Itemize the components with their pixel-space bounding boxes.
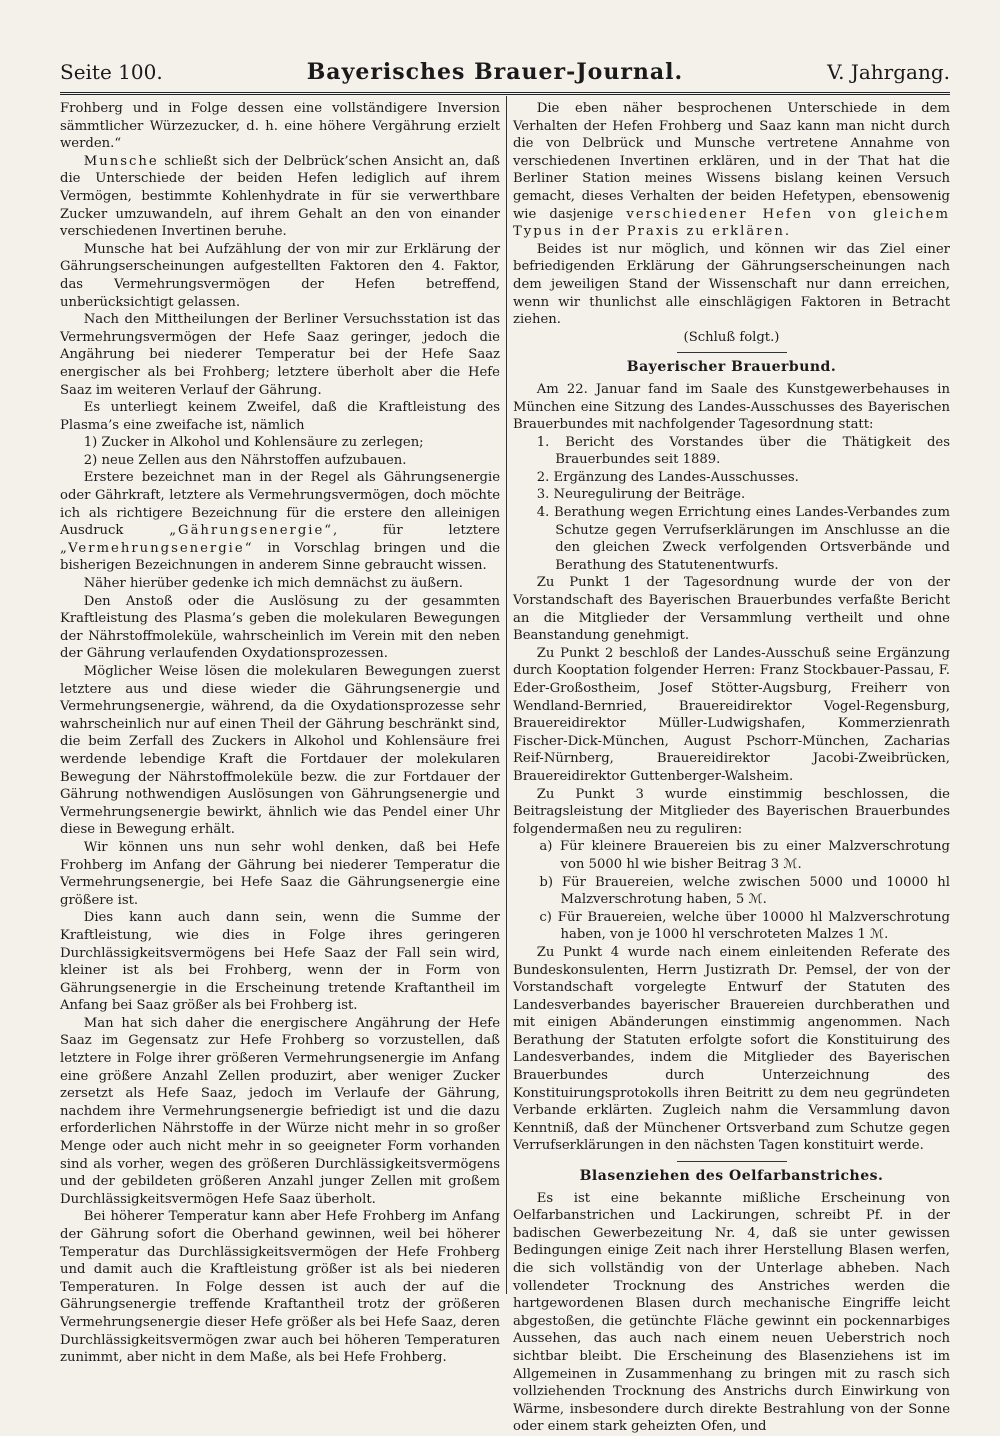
paragraph: [60, 469, 500, 575]
list-item: 2) neue Zellen aus den Nährstoffen aufzubauen.: [83, 452, 407, 468]
paragraph-text: Die eben näher besprochenen Unterschiede in dem Verhalten der Hefen Frohberg und Saaz kann man nicht durch die von Delbrück und Munsche vertretene Annahme von verschiedenen Invertinen erklären, und in der That hat die Berliner Station meines Wissens bislang keinen Versuch gemacht, dieses Verhalten der beiden Hefetypen, ebensowenig wie dasjenige: [513, 101, 950, 222]
paragraph-text: , für letztere: [333, 523, 500, 539]
paragraph: Am 22. Januar fand im Saale des Kunstgewerbehauses in München eine Sitzung des Landes-Ausschusses des Bayerischen Brauerbundes mit nachfolgender Tagesordnung statt:: [513, 381, 950, 433]
paragraph-text: schließt sich der Delbrück’schen Ansicht an, daß die Unterschiede der beiden Hefen lediglich auf ihrem Vermögen, bestimmte Kohlenhydrate in für sie verwerthbare Zucker umzuwandeln, auf ihrem Gehalt an den von einander verschiedenen Invertinen beruhe.: [60, 153, 500, 240]
emphasis: verschiedener Hefen von gleichem Typus in der Praxis zu erklären.: [513, 206, 950, 240]
section-heading: Bayerischer Brauerbund.: [626, 359, 837, 376]
paragraph: Den Anstoß oder die Auslösung zu der gesammten Kraftleistung des Plasma’s geben die molekularen Bewegungen der Nährstoffmoleküle, wahrscheinlich im Verein mit den neben der Gährung verlaufenden Oxydationsprozessen.: [60, 593, 500, 662]
paragraph: Dies kann auch dann sein, wenn die Summe der Kraftleistung, wie dies in Folge ihres geringeren Durchlässigkeitsvermögens bei Hefe Saaz der Fall sein wird, kleiner ist als bei Frohberg, wenn der in Form von Gährungsenergie in die Erscheinung tretende Kraftantheil im Anfang bei Saaz größer als bei Frohberg ist.: [60, 910, 500, 1014]
page-number: Seite 100.: [60, 60, 163, 84]
paragraph: Zu Punkt 3 wurde einstimmig beschlossen, die Beitragsleistung der Mitglieder des Bayerischen Brauerbundes folgendermaßen neu zu reguliren:: [513, 786, 950, 837]
paragraph: Zu Punkt 4 wurde nach einem einleitenden Referate des Bundeskonsulenten, Herrn Justizrath Dr. Pemsel, der von der Vorstandschaft vorgelegte Entwurf der Statuten des Landesverbandes bayerischer Brauereien durchberathen und mit einigen Abänderungen einstimmig angenommen. Nach Berathung der Statuten erfolgte sofort die Konstituirung des Landesverbandes, indem die Mitglieder des Bayerischen Brauerbundes durch Unterzeichnung des Konstituirungsprotokolls ihren Beitritt zu dem neu gegründeten Verbande erklärten. Zugleich nahm die Versammlung davon Kenntniß, daß der Münchener Ortsverband zum Schutze gegen Verrufserklärungen in den nächsten Tagen konstituirt werde.: [513, 944, 950, 1154]
column-divider: [506, 96, 507, 1294]
paragraph: Es unterliegt keinem Zweifel, daß die Kraftleistung des Plasma’s eine zweifache ist, nämlich: [60, 400, 500, 433]
paragraph: Möglicher Weise lösen die molekularen Bewegungen zuerst letztere aus und diese wieder die Gährungsenergie und Vermehrungsenergie, während, da die Oxydationsprozesse sehr wahrscheinlich nur auf einen Theil der Gährung beschränkt sind, die beim Zerfall des Zuckers in Alkohol und Kohlensäure frei werdende lebendige Kraft die Fortdauer der molekularen Bewegung der Nährstoffmoleküle bezw. die zur Fortdauer der Gährung nothwendigen Auslösungen von Gährungsenergie und Vermehrungsenergie bewirkt, ähnlich wie das Pendel einer Uhr diese in Bewegung erhält.: [60, 664, 500, 838]
volume-label: V. Jahrgang.: [827, 60, 950, 84]
paragraph: Beides ist nur möglich, und können wir das Ziel einer befriedigenden Erklärung der Gährungserscheinungen nach dem jeweiligen Stand der Wissenschaft nur dann erreichen, wenn wir thunlichst alle einschlägigen Faktoren in Betracht ziehen.: [513, 241, 950, 328]
agenda-item: 4. Berathung wegen Errichtung eines Landes-Verbandes zum Schutze gegen Verrufserklärungen im Anschlusse an die den gleichen Zweck verfolgenden Ortsverbände und Berathung des Statutenentwurfs.: [536, 505, 950, 573]
header-rule: [60, 92, 950, 95]
list-item: 1) Zucker in Alkohol und Kohlensäure zu zerlegen;: [83, 435, 424, 451]
closing-note: (Schluß folgt.): [683, 329, 780, 345]
paragraph: Nach den Mittheilungen der Berliner Versuchsstation ist das Vermehrungsvermögen der Hefe Saaz geringer, jedoch die Angährung bei niederer Temperatur bei der Hefe Saaz energischer als bei Frohberg; letztere überholt aber die Hefe Saaz im weiteren Verlauf der Gährung.: [60, 312, 500, 398]
paragraph: Es ist eine bekannte mißliche Erscheinung von Oelfarbanstrichen und Lackirungen, schreibt Pf. in der badischen Gewerbezeitung Nr. 4, daß sie unter gewissen Bedingungen einige Zeit nach ihrer Herstellung Blasen werfen, die sich vollständig von der Unterlage abheben. Nach vollendeter Trocknung des Anstriches werden die hartgewordenen Blasen durch mechanische Eingriffe leicht abgestoßen, die getünchte Fläche gewinnt ein pockennarbiges Aussehen, das auch nach einem neuen Ueberstrich noch sichtbar bleibt. Die Erscheinung des Blasenziehens ist im Allgemeinen in Zusammenhang zu bringen mit zu rasch sich vollziehenden Trocknung des Anstrichs durch Einwirkung von Wärme, insbesondere durch direkte Bestrahlung von der Sonne oder einem stark geheizten Ofen, und: [513, 1190, 950, 1435]
author-name: Munsche: [83, 153, 159, 169]
paragraph: Näher hierüber gedenke ich mich demnächst zu äußern.: [83, 576, 463, 592]
section-heading: Blasenziehen des Oelfarbanstriches.: [579, 1168, 884, 1185]
section-divider: [677, 352, 787, 353]
term: „Vermehrungsenergie“: [60, 540, 254, 556]
fee-item: b) Für Brauereien, welche zwischen 5000 und 10000 hl Malzverschrotung haben, 5 ℳ.: [539, 874, 950, 908]
paragraph: Zu Punkt 1 der Tagesordnung wurde der von der Vorstandschaft des Bayerischen Brauerbundes verfaßte Bericht an die Mitglieder der Versammlung vertheilt und ohne Beanstandung genehmigt.: [513, 575, 950, 644]
agenda-item: 2. Ergänzung des Landes-Ausschusses.: [536, 469, 799, 485]
page-header: [60, 52, 950, 92]
paragraph: Frohberg und in Folge dessen eine vollständigere Inversion sämmtlicher Würzezucker, d. h. eine höhere Vergährung erzielt werden.“: [60, 101, 500, 152]
term: „Gährungsenergie“: [169, 523, 334, 539]
right-column: [513, 100, 950, 1435]
paragraph: Man hat sich daher die energischere Angährung der Hefe Saaz im Gegensatz zur Hefe Frohberg so vorzustellen, daß letztere in Folge ihrer größeren Vermehrungsenergie im Anfang eine größere Anzahl Zellen produzirt, aber weniger Zucker zersetzt als Hefe Saaz, jedoch im Verlaufe der Gährung, nachdem ihre Vermehrungsenergie befriedigt ist und die dazu erforderlichen Nährstoffe in der Würze nicht mehr in so großer Menge oder auch nicht mehr in so geeigneter Form vorhanden sind als vorher, wegen des größeren Durchlässigkeitsvermögens und der gebildeten größeren Anzahl junger Zellen mit großem Durchlässigkeitsvermögen Hefe Saaz überholt.: [60, 1015, 500, 1207]
section-divider: [677, 1161, 787, 1162]
paragraph: Bei höherer Temperatur kann aber Hefe Frohberg im Anfang der Gährung sofort die Oberhand gewinnen, weil bei höherer Temperatur das Durchlässigkeitsvermögen der Hefe Frohberg und damit auch die Kraftleistung größer ist als bei niederen Temperaturen. In Folge dessen ist auch der auf die Gährungsenergie treffende Kraftantheil trotz der größeren Vermehrungsenergie dieser Hefe größer als bei Hefe Saaz, deren Durchlässigkeitsvermögen zwar auch bei höheren Temperaturen zunimmt, aber nicht in dem Maße, als bei Hefe Frohberg.: [60, 1209, 500, 1366]
paragraph-text: Erstere bezeichnet man in der Regel als Gährungsenergie oder Gährkraft, letztere als Vermehrungsvermögen, doch möchte ich als richtigere Bezeichnung für die erstere den alleinigen Ausdruck: [60, 470, 500, 539]
fee-item: a) Für kleinere Brauereien bis zu einer Malzverschrotung von 5000 hl wie bisher Beitrag 3 ℳ.: [539, 839, 950, 872]
fee-item: c) Für Brauereien, welche über 10000 hl Malzverschrotung haben, von je 1000 hl verschroteten Malzes 1 ℳ.: [539, 909, 950, 943]
paragraph: Wir können uns nun sehr wohl denken, daß bei Hefe Frohberg im Anfang der Gährung bei niederer Temperatur die Vermehrungsenergie, bei Hefe Saaz die Gährungsenergie eine größere ist.: [60, 839, 500, 908]
agenda-item: 3. Neuregulirung der Beiträge.: [536, 487, 746, 503]
paragraph: Zu Punkt 2 beschloß der Landes-Ausschuß seine Ergänzung durch Kooptation folgender Herren: Franz Stockbauer-Passau, F. Eder-Großostheim, Josef Stötter-Augsburg, Freiherr von Wendland-Bernried, Brauereidirektor Vogel-Regensburg, Brauereidirektor Müller-Ludwigshafen, Kommerzienrath Fischer-Dick-München, August Pschorr-München, Zacharias Reif-Nürnberg, Brauereidirektor Jacobi-Zweibrücken, Brauereidirektor Guttenberger-Walsheim.: [513, 645, 950, 784]
agenda-item: 1. Bericht des Vorstandes über die Thätigkeit des Brauerbundes seit 1889.: [536, 434, 950, 468]
paragraph-text: in Vorschlag bringen und die bisherigen Bezeichnungen in anderem Sinne gebraucht wissen.: [60, 540, 500, 574]
paragraph: Munsche hat bei Aufzählung der von mir zur Erklärung der Gährungserscheinungen aufgestellten Faktoren den 4. Faktor, das Vermehrungsvermögen der Hefen betreffend, unberücksichtigt gelassen.: [60, 241, 500, 310]
paragraph: [513, 100, 950, 241]
paragraph: [60, 153, 500, 241]
journal-title: Bayerisches Brauer-Journal.: [306, 59, 684, 85]
left-column: [60, 100, 500, 1366]
